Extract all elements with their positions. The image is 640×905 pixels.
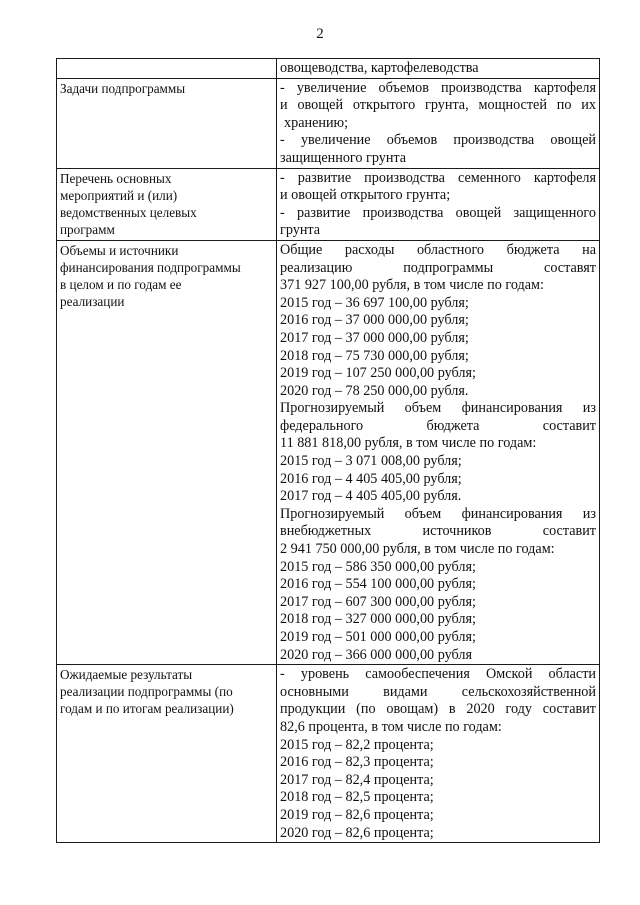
row-value-line: 2019 год – 82,6 процента;	[280, 806, 434, 823]
row-value-line: 2015 год – 36 697 100,00 рубля;	[280, 294, 469, 311]
subprogram-passport-table	[56, 58, 600, 843]
table-row	[57, 240, 600, 664]
row-value-line: 2016 год – 82,3 процента;	[280, 754, 434, 771]
row-value-line: 371 927 100,00 рубля, в том числе по годам:	[280, 277, 544, 294]
row-value-line: 2018 год – 327 000 000,00 рубля;	[280, 611, 476, 628]
row-label-line: Объемы и источники	[60, 242, 179, 258]
row-value-line: и овощей открытого грунта, мощностей по их	[280, 97, 596, 114]
row-value-line: 2 941 750 000,00 рубля, в том числе по годам:	[280, 541, 555, 558]
row-value-line: продукции (по овощам) в 2020 году составит	[280, 701, 596, 718]
row-label-cell	[57, 78, 277, 168]
row-value-line: 2016 год – 37 000 000,00 рубля;	[280, 312, 469, 329]
row-value-line: федерального бюджета составит	[280, 417, 596, 434]
row-value-line: реализацию подпрограммы составят	[280, 259, 596, 276]
row-value-line: внебюджетных источников составит	[280, 523, 596, 540]
row-value-line: 2019 год – 107 250 000,00 рубля;	[280, 365, 476, 382]
row-value-line: Общие расходы областного бюджета на	[280, 241, 596, 258]
row-label-line: мероприятий и (или)	[60, 187, 178, 203]
row-value-line: 2020 год – 82,6 процента;	[280, 824, 434, 841]
row-value-line: основными видами сельскохозяйственной	[280, 683, 596, 700]
row-label-line: в целом и по годам ее	[60, 276, 182, 292]
row-value-line: хранению;	[284, 114, 349, 131]
row-label-line: программ	[60, 221, 115, 237]
table-row	[57, 665, 600, 843]
row-value-cell	[277, 665, 600, 843]
row-value-line: 82,6 процента, в том числе по годам:	[280, 718, 502, 735]
row-value-line: 2017 год – 82,4 процента;	[280, 771, 434, 788]
row-value-line: 2017 год – 4 405 405,00 рубля.	[280, 488, 462, 505]
row-value-line: 2018 год – 82,5 процента;	[280, 789, 434, 806]
row-value-line: грунта	[280, 222, 321, 239]
table-row	[57, 59, 600, 79]
row-label-line: ведомственных целевых	[60, 204, 197, 220]
row-value-cell	[277, 168, 600, 240]
row-value-line: - увеличение объемов производства картофеля	[280, 79, 596, 96]
row-value-line: - развитие производства овощей защищенного	[280, 204, 596, 221]
row-value-line: защищенного грунта	[280, 149, 407, 166]
table-row	[57, 78, 600, 168]
row-value-cell	[277, 78, 600, 168]
row-label-line: финансирования подпрограммы	[60, 259, 241, 275]
row-label-line: Задачи подпрограммы	[60, 80, 186, 96]
page-number: 2	[316, 26, 324, 42]
row-value-line: 2016 год – 4 405 405,00 рубля;	[280, 470, 462, 487]
row-value-line: и овощей открытого грунта;	[280, 187, 451, 204]
row-value-cell	[277, 59, 600, 79]
row-label-line: Ожидаемые результаты	[60, 667, 193, 683]
passport-table-body	[57, 59, 600, 843]
row-value-line: 2015 год – 82,2 процента;	[280, 736, 434, 753]
row-value-line: 2016 год – 554 100 000,00 рубля;	[280, 576, 476, 593]
row-value-line: Прогнозируемый объем финансирования из	[280, 505, 596, 522]
row-value-line: 2017 год – 607 300 000,00 рубля;	[280, 593, 476, 610]
row-label-cell	[57, 665, 277, 843]
row-value-line: 2020 год – 78 250 000,00 рубля.	[280, 382, 469, 399]
row-label-line: реализации подпрограммы (по	[60, 684, 233, 700]
row-value-line: 2017 год – 37 000 000,00 рубля;	[280, 329, 469, 346]
row-label-cell	[57, 168, 277, 240]
row-value-cell	[277, 240, 600, 664]
row-value-line: - уровень самообеспечения Омской области	[280, 666, 596, 683]
row-label-line: реализации	[60, 293, 125, 309]
row-label-line: Перечень основных	[60, 170, 172, 186]
row-value-line: Прогнозируемый объем финансирования из	[280, 400, 596, 417]
row-value-line: 11 881 818,00 рубля, в том числе по годам:	[280, 435, 537, 452]
row-value-line: 2020 год – 366 000 000,00 рубля	[280, 646, 472, 663]
table-row	[57, 168, 600, 240]
row-value-line: овощеводства, картофелеводства	[280, 60, 479, 76]
row-label-cell	[57, 240, 277, 664]
row-value-line: - увеличение объемов производства овощей	[280, 132, 596, 149]
row-label-cell	[57, 59, 277, 79]
row-value-line: - развитие производства семенного картофеля	[280, 169, 596, 186]
row-value-line: 2015 год – 3 071 008,00 рубля;	[280, 453, 462, 470]
row-value-line: 2019 год – 501 000 000,00 рубля;	[280, 629, 476, 645]
row-label-line: годам и по итогам реализации)	[60, 701, 234, 717]
row-value-line: 2015 год – 586 350 000,00 рубля;	[280, 558, 476, 575]
row-value-line: 2018 год – 75 730 000,00 рубля;	[280, 347, 469, 364]
